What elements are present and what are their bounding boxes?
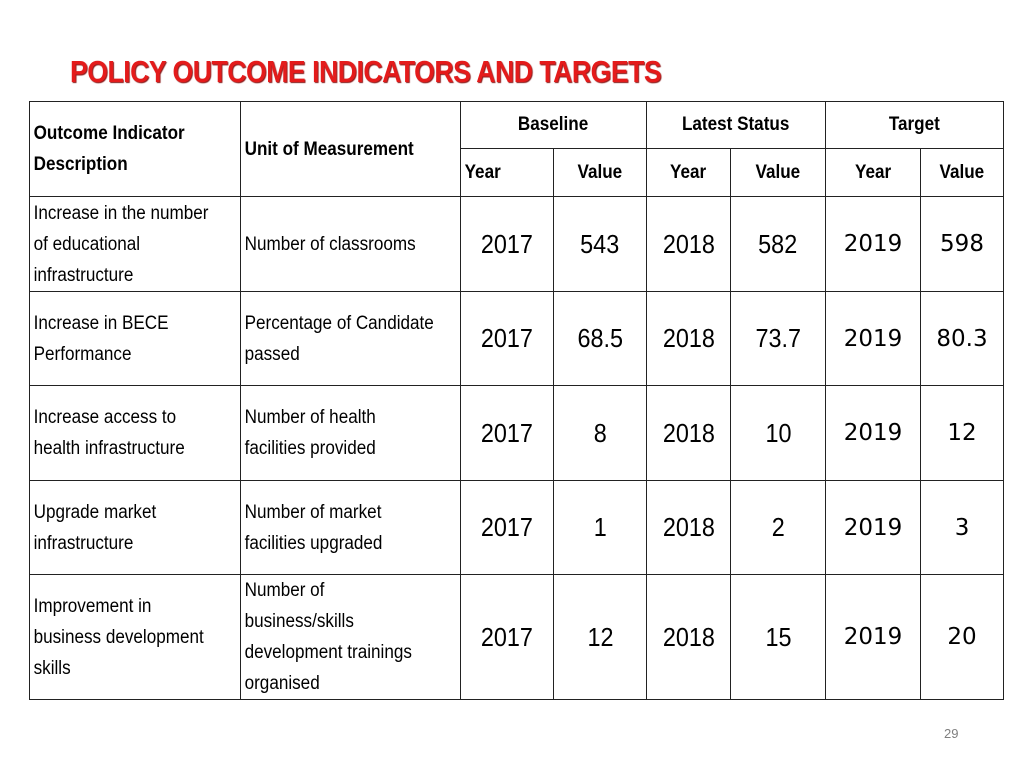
header-target-value-label: Value <box>939 161 985 183</box>
indicator-cell <box>30 292 241 386</box>
unit-cell-line: facilities provided <box>244 438 376 459</box>
header-latest-value <box>731 149 826 197</box>
latest-year-cell-text: 2018 <box>662 512 715 542</box>
header-latest-year-label: Year <box>670 161 707 183</box>
page-number: 29 <box>944 726 959 741</box>
latest-year-cell-text: 2018 <box>662 228 715 259</box>
header-baseline-year <box>461 149 554 197</box>
target-year-cell <box>826 386 921 481</box>
indicator-cell-line: business development <box>33 626 204 648</box>
indicator-cell-line: Upgrade market <box>33 501 157 523</box>
target-year-cell <box>826 197 921 292</box>
latest-value-cell <box>731 575 826 700</box>
target-value-cell <box>921 481 1004 575</box>
header-latest-status <box>647 102 826 149</box>
table-row <box>30 197 1004 292</box>
header-target-year-label: Year <box>854 161 892 183</box>
indicator-cell-line: Improvement in <box>33 595 152 617</box>
indicators-table <box>29 101 1004 700</box>
target-year-cell-text: 2019 <box>843 231 903 257</box>
latest-year-cell <box>647 197 731 292</box>
header-indicator <box>30 102 241 197</box>
unit-cell-line: organised <box>244 673 320 694</box>
table-row <box>30 386 1004 481</box>
indicator-cell-line: health infrastructure <box>33 438 185 459</box>
header-baseline-label: Baseline <box>518 114 589 135</box>
target-value-cell <box>921 386 1004 481</box>
target-value-cell-text: 598 <box>940 231 984 257</box>
baseline-year-cell-text: 2017 <box>480 228 534 259</box>
header-baseline-year-label: Year <box>464 162 501 183</box>
unit-cell-line: Number of <box>244 580 325 601</box>
baseline-year-cell <box>461 292 554 386</box>
unit-cell-line: Number of health <box>244 407 376 428</box>
target-value-cell-text: 3 <box>954 514 970 541</box>
latest-value-cell <box>731 292 826 386</box>
latest-value-cell <box>731 197 826 292</box>
target-value-cell-text: 12 <box>947 420 977 446</box>
baseline-year-cell-text: 2017 <box>480 417 534 448</box>
table-row <box>30 292 1004 386</box>
latest-year-cell <box>647 575 731 700</box>
indicator-cell <box>30 575 241 700</box>
indicator-cell-line: Increase in the number <box>33 202 209 224</box>
unit-cell <box>241 481 461 575</box>
unit-cell-line: passed <box>244 343 300 365</box>
indicator-cell-line: skills <box>33 657 71 679</box>
target-year-cell-text: 2019 <box>843 514 903 541</box>
baseline-value-cell-text: 8 <box>593 417 607 448</box>
baseline-value-cell <box>554 575 647 700</box>
header-target-year <box>826 149 921 197</box>
baseline-year-cell <box>461 386 554 481</box>
header-latest-label: Latest Status <box>682 114 790 135</box>
header-baseline-value-label: Value <box>577 161 623 183</box>
header-unit <box>241 102 461 197</box>
baseline-year-cell <box>461 481 554 575</box>
indicator-cell-line: Increase in BECE <box>33 312 169 334</box>
baseline-year-cell <box>461 575 554 700</box>
indicator-cell-line: Performance <box>33 343 132 365</box>
header-target-value <box>921 149 1004 197</box>
indicator-cell <box>30 481 241 575</box>
latest-value-cell-text: 2 <box>771 512 785 542</box>
latest-year-cell <box>647 386 731 481</box>
target-value-cell <box>921 575 1004 700</box>
target-year-cell-text: 2019 <box>843 325 903 352</box>
latest-value-cell-text: 10 <box>764 417 792 448</box>
indicator-cell-line: of educational <box>33 233 141 255</box>
header-baseline <box>461 102 647 149</box>
latest-value-cell-text: 73.7 <box>755 323 801 353</box>
target-year-cell-text: 2019 <box>843 624 903 650</box>
unit-cell <box>241 197 461 292</box>
target-value-cell-text: 80.3 <box>936 325 988 352</box>
baseline-value-cell <box>554 292 647 386</box>
latest-value-cell <box>731 386 826 481</box>
unit-cell-line: Number of market <box>244 501 382 523</box>
header-target-label: Target <box>889 114 941 135</box>
baseline-value-cell-text: 1 <box>593 512 607 542</box>
latest-year-cell <box>647 292 731 386</box>
baseline-year-cell <box>461 197 554 292</box>
latest-value-cell-text: 15 <box>764 621 792 652</box>
baseline-value-cell-text: 543 <box>580 228 620 259</box>
header-indicator-line-2: Description <box>33 154 128 175</box>
baseline-value-cell-text: 68.5 <box>577 323 623 353</box>
baseline-value-cell-text: 12 <box>586 621 614 652</box>
baseline-year-cell-text: 2017 <box>480 512 534 542</box>
latest-year-cell-text: 2018 <box>662 417 715 448</box>
indicator-cell <box>30 386 241 481</box>
target-year-cell <box>826 575 921 700</box>
unit-cell-line: development trainings <box>244 642 412 663</box>
unit-cell-line: facilities upgraded <box>244 532 383 554</box>
header-target <box>826 102 1004 149</box>
indicator-cell-line: infrastructure <box>33 264 134 286</box>
target-year-cell <box>826 481 921 575</box>
unit-cell-line: Percentage of Candidate <box>244 312 434 334</box>
target-value-cell <box>921 292 1004 386</box>
target-year-cell-text: 2019 <box>843 420 903 446</box>
baseline-value-cell <box>554 197 647 292</box>
baseline-value-cell <box>554 386 647 481</box>
baseline-value-cell <box>554 481 647 575</box>
header-latest-value-label: Value <box>755 161 801 183</box>
header-baseline-value <box>554 149 647 197</box>
baseline-year-cell-text: 2017 <box>480 621 534 652</box>
latest-year-cell <box>647 481 731 575</box>
table-row <box>30 481 1004 575</box>
header-unit-label: Unit of Measurement <box>244 138 414 160</box>
indicator-cell-line: Increase access to <box>33 407 177 428</box>
indicator-cell-line: infrastructure <box>33 532 134 554</box>
target-value-cell <box>921 197 1004 292</box>
unit-cell <box>241 386 461 481</box>
unit-cell <box>241 575 461 700</box>
latest-year-cell-text: 2018 <box>662 323 715 353</box>
header-indicator-line-1: Outcome Indicator <box>33 123 185 144</box>
unit-cell-line: Number of classrooms <box>244 233 416 255</box>
table-row <box>30 575 1004 700</box>
header-latest-year <box>647 149 731 197</box>
target-year-cell <box>826 292 921 386</box>
page-title: POLICY OUTCOME INDICATORS AND TARGETS <box>70 54 662 89</box>
latest-value-cell-text: 582 <box>758 228 798 259</box>
indicator-cell <box>30 197 241 292</box>
unit-cell <box>241 292 461 386</box>
unit-cell-line: business/skills <box>244 611 354 632</box>
latest-value-cell <box>731 481 826 575</box>
target-value-cell-text: 20 <box>947 624 977 650</box>
latest-year-cell-text: 2018 <box>662 621 715 652</box>
baseline-year-cell-text: 2017 <box>480 323 534 353</box>
